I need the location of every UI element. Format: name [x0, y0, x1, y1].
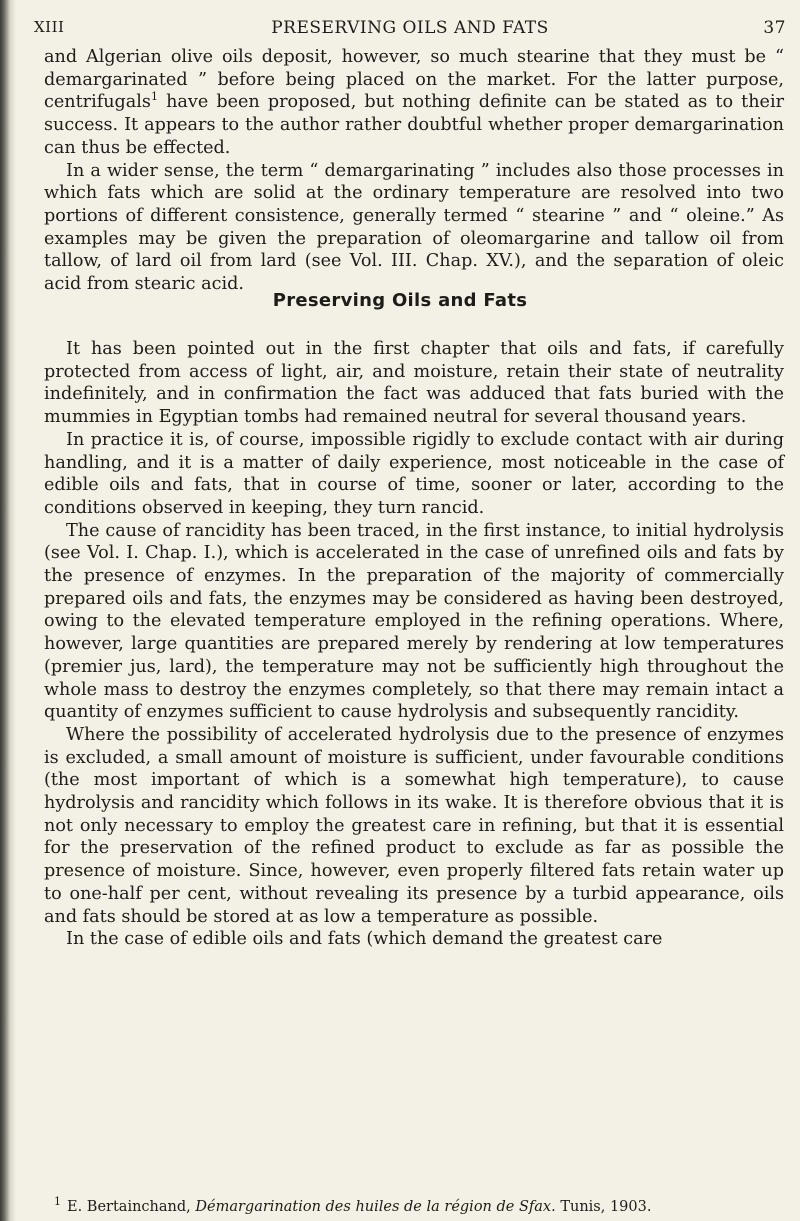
footnote: [54, 1193, 774, 1216]
footnote-author: E. Bertainchand,: [67, 1198, 191, 1215]
section-demargarination-text: [44, 46, 784, 296]
section-heading: Preserving Oils and Fats: [272, 290, 528, 311]
paragraph: Where the possibility of accelerated hydrolysis due to the presence of enzymes is excluded, a small amount of moisture is sufficient, under favourable conditions (the most important of which is a somewhat high temperature), to cause hydrolysis and rancidity which follows in its wake. It is therefore obvious that it is not only necessary to employ the greatest care in refining, but that it is essential for the preservation of the refined product to exclude as far as possible the presence of moisture. Since, however, even properly filtered fats retain water up to one-half per cent, without revealing its presence by a turbid appearance, oils and fats should be stored at as low a temperature as possible.: [44, 724, 784, 927]
footnote-ref[interactable]: 1: [150, 90, 158, 104]
paragraph: It has been pointed out in the first chapter that oils and fats, if carefully protected from access of light, air, and moisture, retain their state of neutrality indefinitely, and in confirmation the fact was adduced that fats buried with the mummies in Egyptian tombs had remained neutral for several thousand years.: [44, 339, 784, 428]
footnote-mark: 1: [54, 1195, 61, 1208]
page-number: 37: [763, 18, 786, 38]
running-title: PRESERVING OILS AND FATS: [271, 18, 549, 38]
paragraph: In the case of edible oils and fats (which demand the greatest care: [66, 929, 663, 950]
footnote-title: Démargarination des huiles de la région de Sfax.: [195, 1198, 556, 1215]
running-head: [34, 14, 786, 44]
paragraph-text: and Algerian olive oils deposit, however, so much stearine that they must be “ demargarinated ” before being placed on the market. For the latter purpose, centrifugals: [44, 47, 784, 113]
paragraph-text: have been proposed, but nothing definite can be stated as to their success. It appears to the author rather doubtful whether proper demargarination can thus be effected.: [44, 92, 784, 158]
chapter-number: XIII: [34, 18, 65, 36]
book-binding-edge: [0, 0, 16, 1221]
book-page: [34, 14, 786, 44]
paragraph: The cause of rancidity has been traced, in the first instance, to initial hydrolysis (see Vol. I. Chap. I.), which is accelerated in the case of unrefined oils and fats by the presence of enzymes. In the preparation of the majority of commercially prepared oils and fats, the enzymes may be considered as having been destroyed, owing to the elevated temperature employed in the refining operations. Where, however, large quantities are prepared merely by rendering at low temperatures (premier jus, lard), the temperature may not be sufficiently high throughout the whole mass to destroy the enzymes completely, so that there may remain intact a quantity of enzymes sufficient to cause hydrolysis and subsequently rancidity.: [44, 520, 784, 723]
paragraph: [44, 46, 784, 160]
paragraph: In a wider sense, the term “ demargarinating ” includes also those processes in which fats which are solid at the ordinary temperature are resolved into two portions of different consistence, generally termed “ stearine ” and “ oleine.” As examples may be given the preparation of oleomargarine and tallow oil from tallow, of lard oil from lard (see Vol. III. Chap. XV.), and the separation of oleic acid from stearic acid.: [44, 160, 784, 295]
footnote-imprint: Tunis, 1903.: [560, 1198, 652, 1215]
section-preserving-text: [44, 338, 784, 951]
paragraph: In practice it is, of course, impossible rigidly to exclude contact with air during handling, and it is a matter of daily experience, most noticeable in the case of edible oils and fats, that in course of time, sooner or later, according to the conditions observed in keeping, they turn rancid.: [44, 429, 784, 518]
